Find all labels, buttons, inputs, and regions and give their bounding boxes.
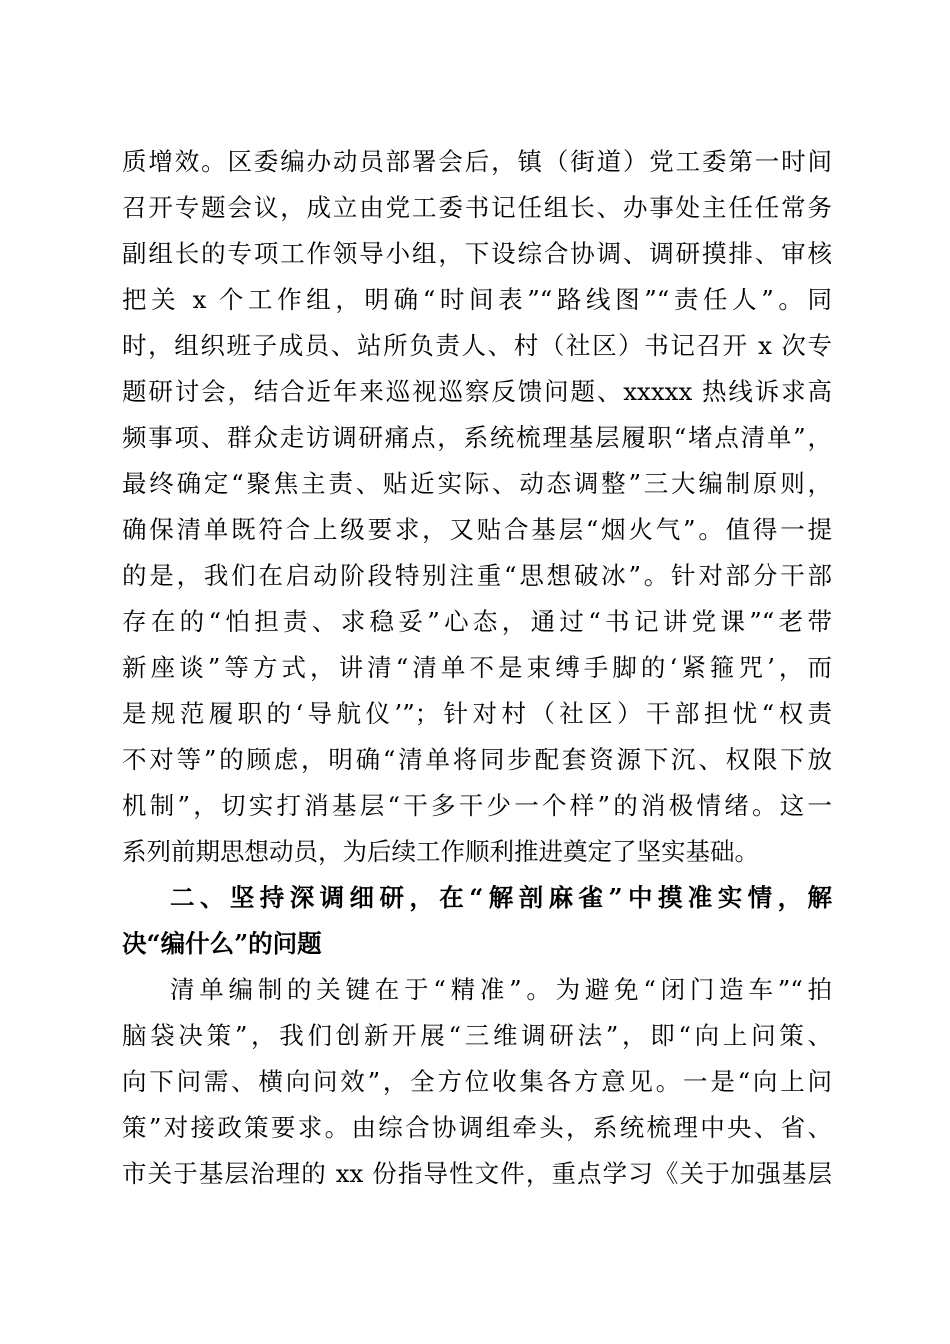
paragraph-line: 是规范履职的‘导航仪’”；针对村（社区）干部担忧“权责 — [122, 699, 832, 728]
paragraph-line: 副组长的专项工作领导小组，下设综合协调、调研摸排、审核 — [122, 239, 832, 268]
paragraph-line: 存在的“怕担责、求稳妥”心态，通过“书记讲党课”“老带 — [122, 607, 832, 636]
paragraph-line: 召开专题会议，成立由党工委书记任组长、办事处主任任常务 — [122, 193, 832, 222]
paragraph-line: 清单编制的关键在于“精准”。为避免“闭门造车”“拍 — [170, 975, 832, 1004]
paragraph-line: 向下问需、横向问效”，全方位收集各方意见。一是“向上问 — [122, 1067, 832, 1096]
paragraph-line: 市关于基层治理的 xx 份指导性文件，重点学习《关于加强基层 — [122, 1159, 832, 1188]
paragraph-line: 新座谈”等方式，讲清“清单不是束缚手脚的‘紧箍咒’，而 — [122, 653, 832, 682]
paragraph-line: 质增效。区委编办动员部署会后，镇（街道）党工委第一时间 — [122, 147, 832, 176]
paragraph-line: 题研讨会，结合近年来巡视巡察反馈问题、xxxxx 热线诉求高 — [122, 377, 832, 406]
paragraph-line: 确保清单既符合上级要求，又贴合基层“烟火气”。值得一提 — [122, 515, 832, 544]
paragraph-line: 不对等”的顾虑，明确“清单将同步配套资源下沉、权限下放 — [122, 745, 832, 774]
paragraph-line: 策”对接政策要求。由综合协调组牵头，系统梳理中央、省、 — [122, 1113, 832, 1142]
paragraph-line: 时，组织班子成员、站所负责人、村（社区）书记召开 x 次专 — [122, 331, 832, 360]
section-heading-line: 决“编什么”的问题 — [122, 929, 322, 958]
paragraph-line: 脑袋决策”，我们创新开展“三维调研法”，即“向上问策、 — [122, 1021, 832, 1050]
paragraph-line: 把关 x 个工作组，明确“时间表”“路线图”“责任人”。同 — [122, 285, 832, 314]
paragraph-line: 的是，我们在启动阶段特别注重“思想破冰”。针对部分干部 — [122, 561, 832, 590]
paragraph-line: 系列前期思想动员，为后续工作顺利推进奠定了坚实基础。 — [122, 837, 759, 866]
section-heading-line: 二、坚持深调细研，在“解剖麻雀”中摸准实情，解 — [170, 883, 832, 912]
paragraph-line: 机制”，切实打消基层“干多干少一个样”的消极情绪。这一 — [122, 791, 832, 820]
paragraph-line: 频事项、群众走访调研痛点，系统梳理基层履职“堵点清单”， — [122, 423, 832, 452]
paragraph-line: 最终确定“聚焦主责、贴近实际、动态调整”三大编制原则， — [122, 469, 832, 498]
